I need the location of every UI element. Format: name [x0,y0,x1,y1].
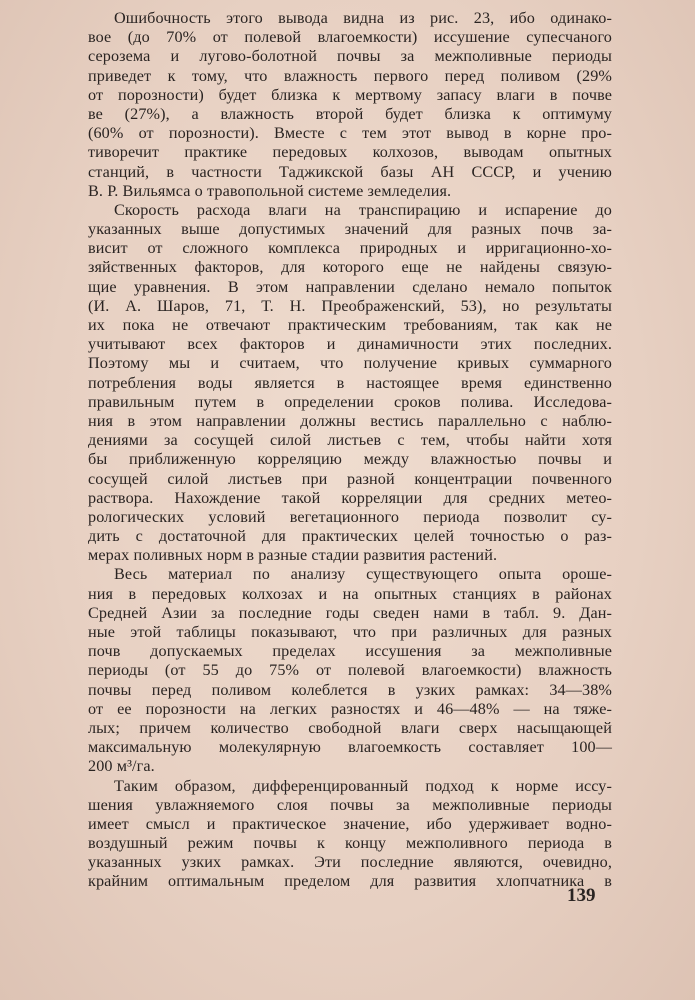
text-line: (60% от порозности). Вместе с тем этот вывод в корне про- [88,124,612,143]
text-line: серозема и лугово-болотной почвы за межполивные периоды [88,47,612,66]
text-line: крайним оптимальным пределом для развития хлопчатника в [88,872,612,891]
paragraph [88,9,612,201]
text-line: бы приближенную корреляцию между влажностью почвы и [88,450,612,469]
text-line: от порозности) будет близка к мертвому запасу влаги в почве [88,85,612,104]
text-line: Весь материал по анализу существующего опыта орошe- [114,565,612,584]
text-line: вое (до 70% от полевой влагоемкости) иссушение супесчаного [88,28,612,47]
text-line: потребления воды является в настоящее время единственно [88,373,612,392]
text-line: максимальную молекулярную влагоемкость составляет 100— [88,738,612,757]
text-line: висит от сложного комплекса природных и ирригационно-хо- [88,239,612,258]
text-line: почвы перед поливом колеблется в узких рамках: 34—38% [88,680,612,699]
text-line: Поэтому мы и считаем, что получение кривых суммарного [88,354,612,373]
text-line: раствора. Нахождение такой корреляции для средних метео- [88,488,612,507]
text-line: почв допускаемых пределах иссушения за межполивные [88,642,612,661]
text-line: дениями за сосущей силой листьев с тем, чтобы найти хотя [88,431,612,450]
text-line: Скорость расхода влаги на транспирацию и испарение до [114,200,612,219]
text-line: правильным путем в определении сроков полива. Исследова- [88,392,612,411]
text-line: зяйственных факторов, для которого еще не найдены связую- [88,258,612,277]
text-line: ния в этом направлении должны вестись параллельно с наблю- [88,411,612,430]
text-line: Средней Азии за последние годы сведен нами в табл. 9. Дан- [88,603,612,622]
text-line: учитывают всех факторов и динамичности этих последних. [88,335,612,354]
paragraph [88,201,612,566]
text-line: ния в передовых колхозах и на опытных станциях в районах [88,584,612,603]
text-line: указанных узких рамках. Эти последние являются, очевидно, [88,853,612,872]
text-line: имеет смысл и практическое значение, ибо удерживает водно- [88,814,612,833]
text-line: станций, в частности Таджикской базы АН СССР, и учению [88,162,612,181]
text-line: воздушный режим почвы к концу межполивного периода в [88,834,612,853]
text-line: периоды (от 55 до 75% от полевой влагоемкости) влажность [88,661,612,680]
text-line: их пока не отвечают практическим требованиям, так как не [88,316,612,334]
text-line: Таким образом, дифференцированный подход к норме иссу- [114,776,612,795]
text-line: ве (27%), а влажность второй будет близка к оптимуму [88,104,612,123]
text-line: тиворечит практике передовых колхозов, выводам опытных [88,143,612,162]
text-line: Ошибочность этого вывода видна из рис. 23, ибо одинако- [114,9,612,27]
text-line: шения увлажняемого слоя почвы за межполивные периоды [88,795,612,814]
paragraph [88,777,612,892]
page-number: 139 [567,885,596,906]
body-text [88,9,612,892]
text-line: щие уравнения. В этом направлении сделано немало попыток [88,277,612,296]
text-line: указанных выше допустимых значений для разных почв за- [88,220,612,239]
text-line: сосущей силой листьев при разной концентрации почвенного [88,469,612,488]
text-line: от ее порозности на легких разностях и 46—48% — на тяже- [88,699,612,718]
text-line: мерах поливных норм в разные стадии развития растений. [88,546,498,565]
text-line: 200 м³/га. [88,757,155,776]
text-line: ные этой таблицы показывают, что при различных для разных [88,623,612,641]
text-line: (И. А. Шаров, 71, Т. Н. Преображенский, 53), но результаты [88,296,612,315]
text-line: дить с достаточной для практических целей точностью о раз- [88,527,612,546]
text-line: приведет к тому, что влажность первого перед поливом (29% [88,66,612,85]
text-line: лых; причем количество свободной влаги сверх насыщающей [88,718,612,737]
text-line: рологических условий вегетационного периода позволит су- [88,507,612,526]
text-line: В. Р. Вильямса о травопольной системе земледелия. [88,181,452,200]
paragraph [88,565,612,776]
